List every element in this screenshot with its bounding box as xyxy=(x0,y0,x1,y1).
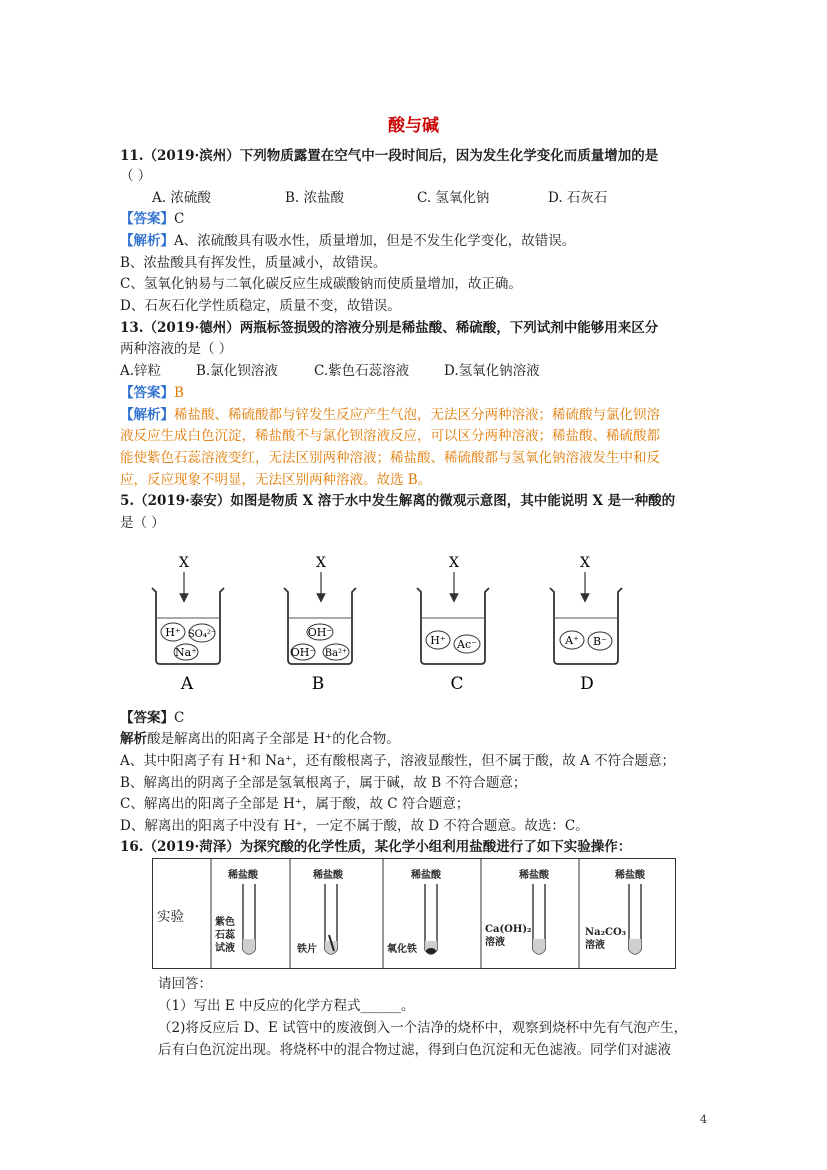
tube-3 xyxy=(387,868,442,955)
q11-stem: 11.（2019·滨州）下列物质露置在空气中一段时间后，因为发生化学变化而质量增加的是 xyxy=(120,148,659,164)
q11-options xyxy=(152,188,607,208)
beaker-a-x-label: X xyxy=(179,555,189,571)
q13-analysis-line-2: 液反应生成白色沉淀，稀盐酸不与氯化钡溶液反应，可以区分两种溶液；稀盐酸、稀硫酸都 xyxy=(120,428,660,444)
tube-3-top-label: 稀盐酸 xyxy=(411,870,441,881)
q11-option-a: A. 浓硫酸 xyxy=(152,190,211,206)
q16-sub-question-2a: （2)将反应后 D、E 试管中的废液倒入一个洁净的烧杯中，观察到烧杯中先有气泡产生， xyxy=(158,1020,688,1036)
q13-option-a: A.锌粒 xyxy=(120,363,162,379)
ion-a-2: SO₄²⁻ xyxy=(187,629,217,640)
tube-4-side-label-1: Ca(OH)₂ xyxy=(485,924,532,935)
q11-analysis-line-2: B、浓盐酸具有挥发性，质量减小，故错误。 xyxy=(120,255,387,271)
q13-option-d: D.氢氧化钠溶液 xyxy=(444,363,540,379)
beaker-d-x-label: X xyxy=(580,555,590,571)
q13-analysis-line-3: 能使紫色石蕊溶液变红，无法区别两种溶液；稀盐酸、稀硫酸都与氢氧化钠溶液发生中和反 xyxy=(120,450,660,466)
tube-1-top-label: 稀盐酸 xyxy=(228,870,258,881)
ion-b-1: OH⁻ xyxy=(307,626,333,639)
tube-2-side-label-1: 铁片 xyxy=(297,944,317,955)
q16-prompt: 请回答： xyxy=(158,976,212,992)
tube-4-top-label: 稀盐酸 xyxy=(519,870,549,881)
q5-stem-line-2: 是（ ） xyxy=(120,515,165,531)
ion-a-3: Na⁺ xyxy=(175,646,197,659)
ion-c-1: H⁺ xyxy=(430,634,446,647)
tube-5 xyxy=(585,868,646,954)
page-title: 酸与碱 xyxy=(388,116,439,136)
beaker-b xyxy=(284,555,356,694)
beaker-a-label: A xyxy=(180,674,194,694)
q5-analysis-line-1: 解析酸是解离出的阳离子全部是 H⁺的化合物。 xyxy=(120,731,400,747)
beaker-c xyxy=(417,555,489,694)
q13-answer: 【答案】B xyxy=(120,385,184,401)
q16-stem: 16.（2019·菏泽）为探究酸的化学性质，某化学小组利用盐酸进行了如下实验操作： xyxy=(120,839,632,855)
q11-option-d: D. 石灰石 xyxy=(548,190,608,206)
ion-d-2: B⁻ xyxy=(593,635,607,648)
beaker-d-label: D xyxy=(580,674,594,694)
tube-1-side-label-2: 石蕊 xyxy=(215,930,235,941)
q11-analysis-line-3: C、氢氧化钠易与二氧化碳反应生成碳酸钠而使质量增加，故正确。 xyxy=(120,276,522,292)
q13-analysis-line-1: 【解析】稀盐酸、稀硫酸都与锌发生反应产生气泡，无法区分两种溶液；稀硫酸与氯化钡溶 xyxy=(120,407,660,423)
q13-option-c: C.紫色石蕊溶液 xyxy=(314,363,410,379)
q13-stem-line-1: 13.（2019·德州）两瓶标签损毁的溶液分别是稀盐酸、稀硫酸，下列试剂中能够用来区分 xyxy=(120,320,659,336)
q11-analysis-line-4: D、石灰石化学性质稳定，质量不变，故错误。 xyxy=(120,298,401,314)
q11-analysis-line-1: 【解析】A、浓硫酸具有吸水性，质量增加，但是不发生化学变化，故错误。 xyxy=(120,233,576,249)
tube-5-side-label-2: 溶液 xyxy=(585,940,605,951)
q11-paren: （ ） xyxy=(120,168,152,184)
q11-answer: 【答案】C xyxy=(120,211,185,227)
tube-1-side-label-1: 紫色 xyxy=(215,917,235,928)
q5-answer: 【答案】C xyxy=(120,710,185,726)
q5-analysis-line-4: C、解离出的阳离子全部是 H⁺，属于酸，故 C 符合题意； xyxy=(120,796,470,812)
page-number: 4 xyxy=(700,1113,707,1126)
tube-2-top-label: 稀盐酸 xyxy=(313,870,343,881)
tube-3-side-label-1: 氧化铁 xyxy=(387,944,417,955)
beaker-c-x-label: X xyxy=(449,555,459,571)
beaker-a xyxy=(152,555,224,694)
experiment-table xyxy=(152,858,676,969)
q5-analysis-line-2: A、其中阳离子有 H⁺和 Na⁺，还有酸根离子，溶液显酸性，但不属于酸，故 A 不符合题意； xyxy=(120,753,676,769)
q11-option-b: B. 浓盐酸 xyxy=(285,190,345,206)
ion-b-3: Ba²⁺ xyxy=(324,648,348,659)
q11-option-c: C. 氢氧化钠 xyxy=(417,190,490,206)
tube-2 xyxy=(296,868,344,955)
q5-stem-line-1: 5.（2019·泰安）如图是物质 X 溶于水中发生解离的微观示意图，其中能说明 X 是一种酸的 xyxy=(120,493,676,509)
ion-b-2: OH⁻ xyxy=(290,646,316,659)
q13-stem-line-2: 两种溶液的是（ ） xyxy=(120,341,233,357)
beaker-diagram xyxy=(140,548,640,698)
beaker-figure xyxy=(140,548,640,698)
tube-1 xyxy=(215,868,259,954)
q5-analysis-line-3: B、解离出的阴离子全部是氢氧根离子，属于碱，故 B 不符合题意； xyxy=(120,775,527,791)
tube-1-side-label-3: 试液 xyxy=(215,943,235,954)
beaker-c-label: C xyxy=(450,674,464,694)
tube-5-top-label: 稀盐酸 xyxy=(615,870,645,881)
q5-analysis-line-5: D、解离出的阳离子中没有 H⁺，一定不属于酸，故 D 不符合题意。故选：C。 xyxy=(120,818,589,834)
tube-5-side-label-1: Na₂CO₃ xyxy=(585,927,627,938)
q13-analysis-line-4: 应，反应现象不明显，无法区别两种溶液。故选 B。 xyxy=(120,472,432,488)
beaker-b-label: B xyxy=(311,674,325,694)
q16-sub-question-2b: 后有白色沉淀出现。将烧杯中的混合物过滤，得到白色沉淀和无色滤液。同学们对滤液 xyxy=(158,1042,671,1058)
q13-option-b: B.氯化钡溶液 xyxy=(196,363,278,379)
beaker-d xyxy=(550,555,622,694)
ion-a-1: H⁺ xyxy=(165,626,181,639)
tube-4 xyxy=(485,868,550,954)
ion-c-2: Ac⁻ xyxy=(457,638,477,651)
tube-4-side-label-2: 溶液 xyxy=(485,937,505,948)
experiment-row-label: 实验 xyxy=(157,909,184,925)
beaker-b-x-label: X xyxy=(316,555,326,571)
ion-d-1: A⁺ xyxy=(565,634,579,647)
q16-sub-question-1: （1）写出 E 中反应的化学方程式______。 xyxy=(158,998,415,1014)
experiment-tubes xyxy=(153,859,675,968)
q13-options xyxy=(120,361,540,381)
